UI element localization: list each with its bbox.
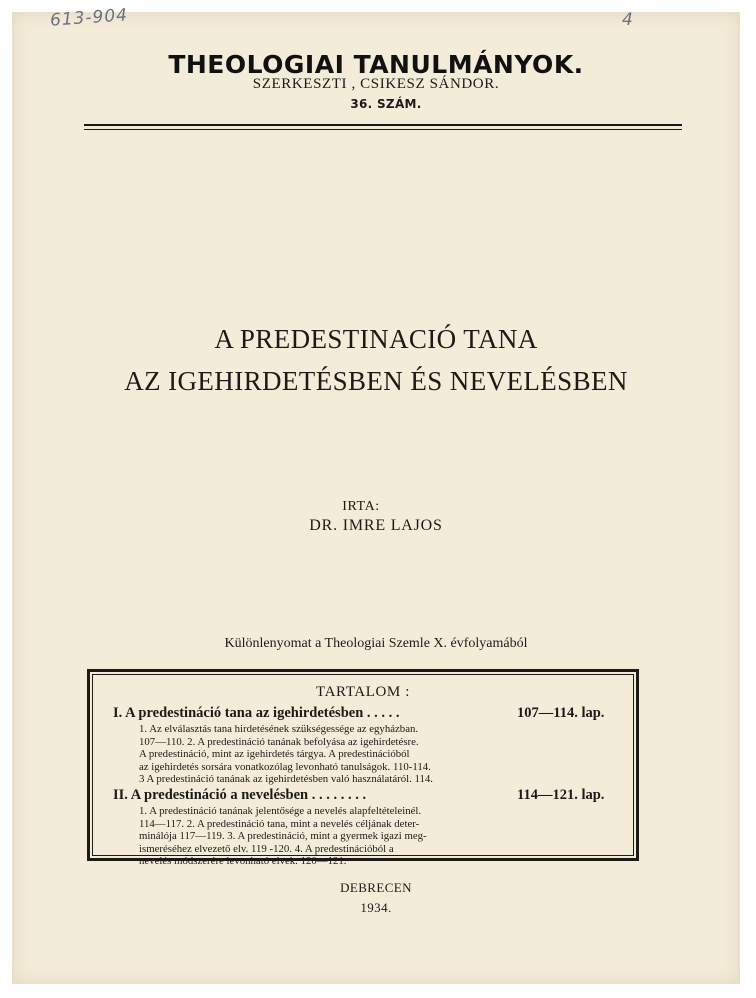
contents-box-inner-border [92,674,634,868]
header-rule-thin [84,129,682,130]
main-title-line-1: A PREDESTINACIÓ TANA [214,324,538,354]
reprint-note: Különlenyomat a Theologiai Szemle X. évfolyamából [224,636,528,651]
contents-heading: TARTALOM : [316,684,410,700]
contents-section-1-title: I. A predestináció tana az igehirdetésben . . . . . [113,705,400,721]
contents-detail-line: A predestináció, mint az igehirdetés tárgya. A predestinációból [139,748,410,761]
contents-detail-line: ismeréséhez elvezető elv. 119 -120. 4. A predestinációból a [139,842,394,855]
contents-detail-line: 114—117. 2. A predestináció tana, mint a nevelés céljának deter- [139,817,420,830]
contents-detail-line: 1. Az elválasztás tana hirdetésének szükségessége az egyházban. [139,723,419,735]
handwritten-shelf-mark: 613-904 [49,5,129,31]
contents-detail-line: 1. A predestináció tanának jelentősége a nevelés alapfeltételeinél. [139,805,422,817]
contents-section-1-details [139,723,589,786]
contents-box [87,669,639,868]
imprint-city: DEBRECEN [340,880,412,895]
contents-section-2-details [139,805,589,868]
imprint-year: 1934. [360,900,392,915]
contents-detail-line: nevelés módszerére levonható elvek. 120—121. [139,855,347,868]
contents-detail-line: 3 A predestináció tanának az igehirdetésben való használatáról. 114. [139,773,434,786]
contents-detail-line: az igehirdetés sorsára vonatkozólag levonható tanulságok. 110-114. [139,760,431,773]
series-title: THEOLOGIAI TANULMÁNYOK. [168,50,584,79]
contents-section-1-pages: 107—114. lap. [517,705,605,721]
author-label: IRTA: [342,499,380,514]
contents-detail-line: 107—110. 2. A predestináció tanának befolyása az igehirdetésre. [139,735,419,748]
contents-section-2-pages: 114—121. lap. [517,787,605,803]
main-title-line-2: AZ IGEHIRDETÉSBEN ÉS NEVELÉSBEN [124,366,628,396]
contents-detail-line: minálója 117—119. 3. A predestináció, mint a gyermek igazi meg- [139,830,427,843]
title-page [12,5,740,984]
author-name: DR. IMRE LAJOS [309,517,443,534]
contents-section-2-title: II. A predestináció a nevelésben . . . . . . . . [113,787,367,803]
header-rule-thick [84,124,682,126]
series-editor: SZERKESZTI , CSIKESZ SÁNDOR. [252,76,500,92]
issue-number: 36. SZÁM. [350,97,422,111]
handwritten-corner-number: 4 [622,10,634,30]
